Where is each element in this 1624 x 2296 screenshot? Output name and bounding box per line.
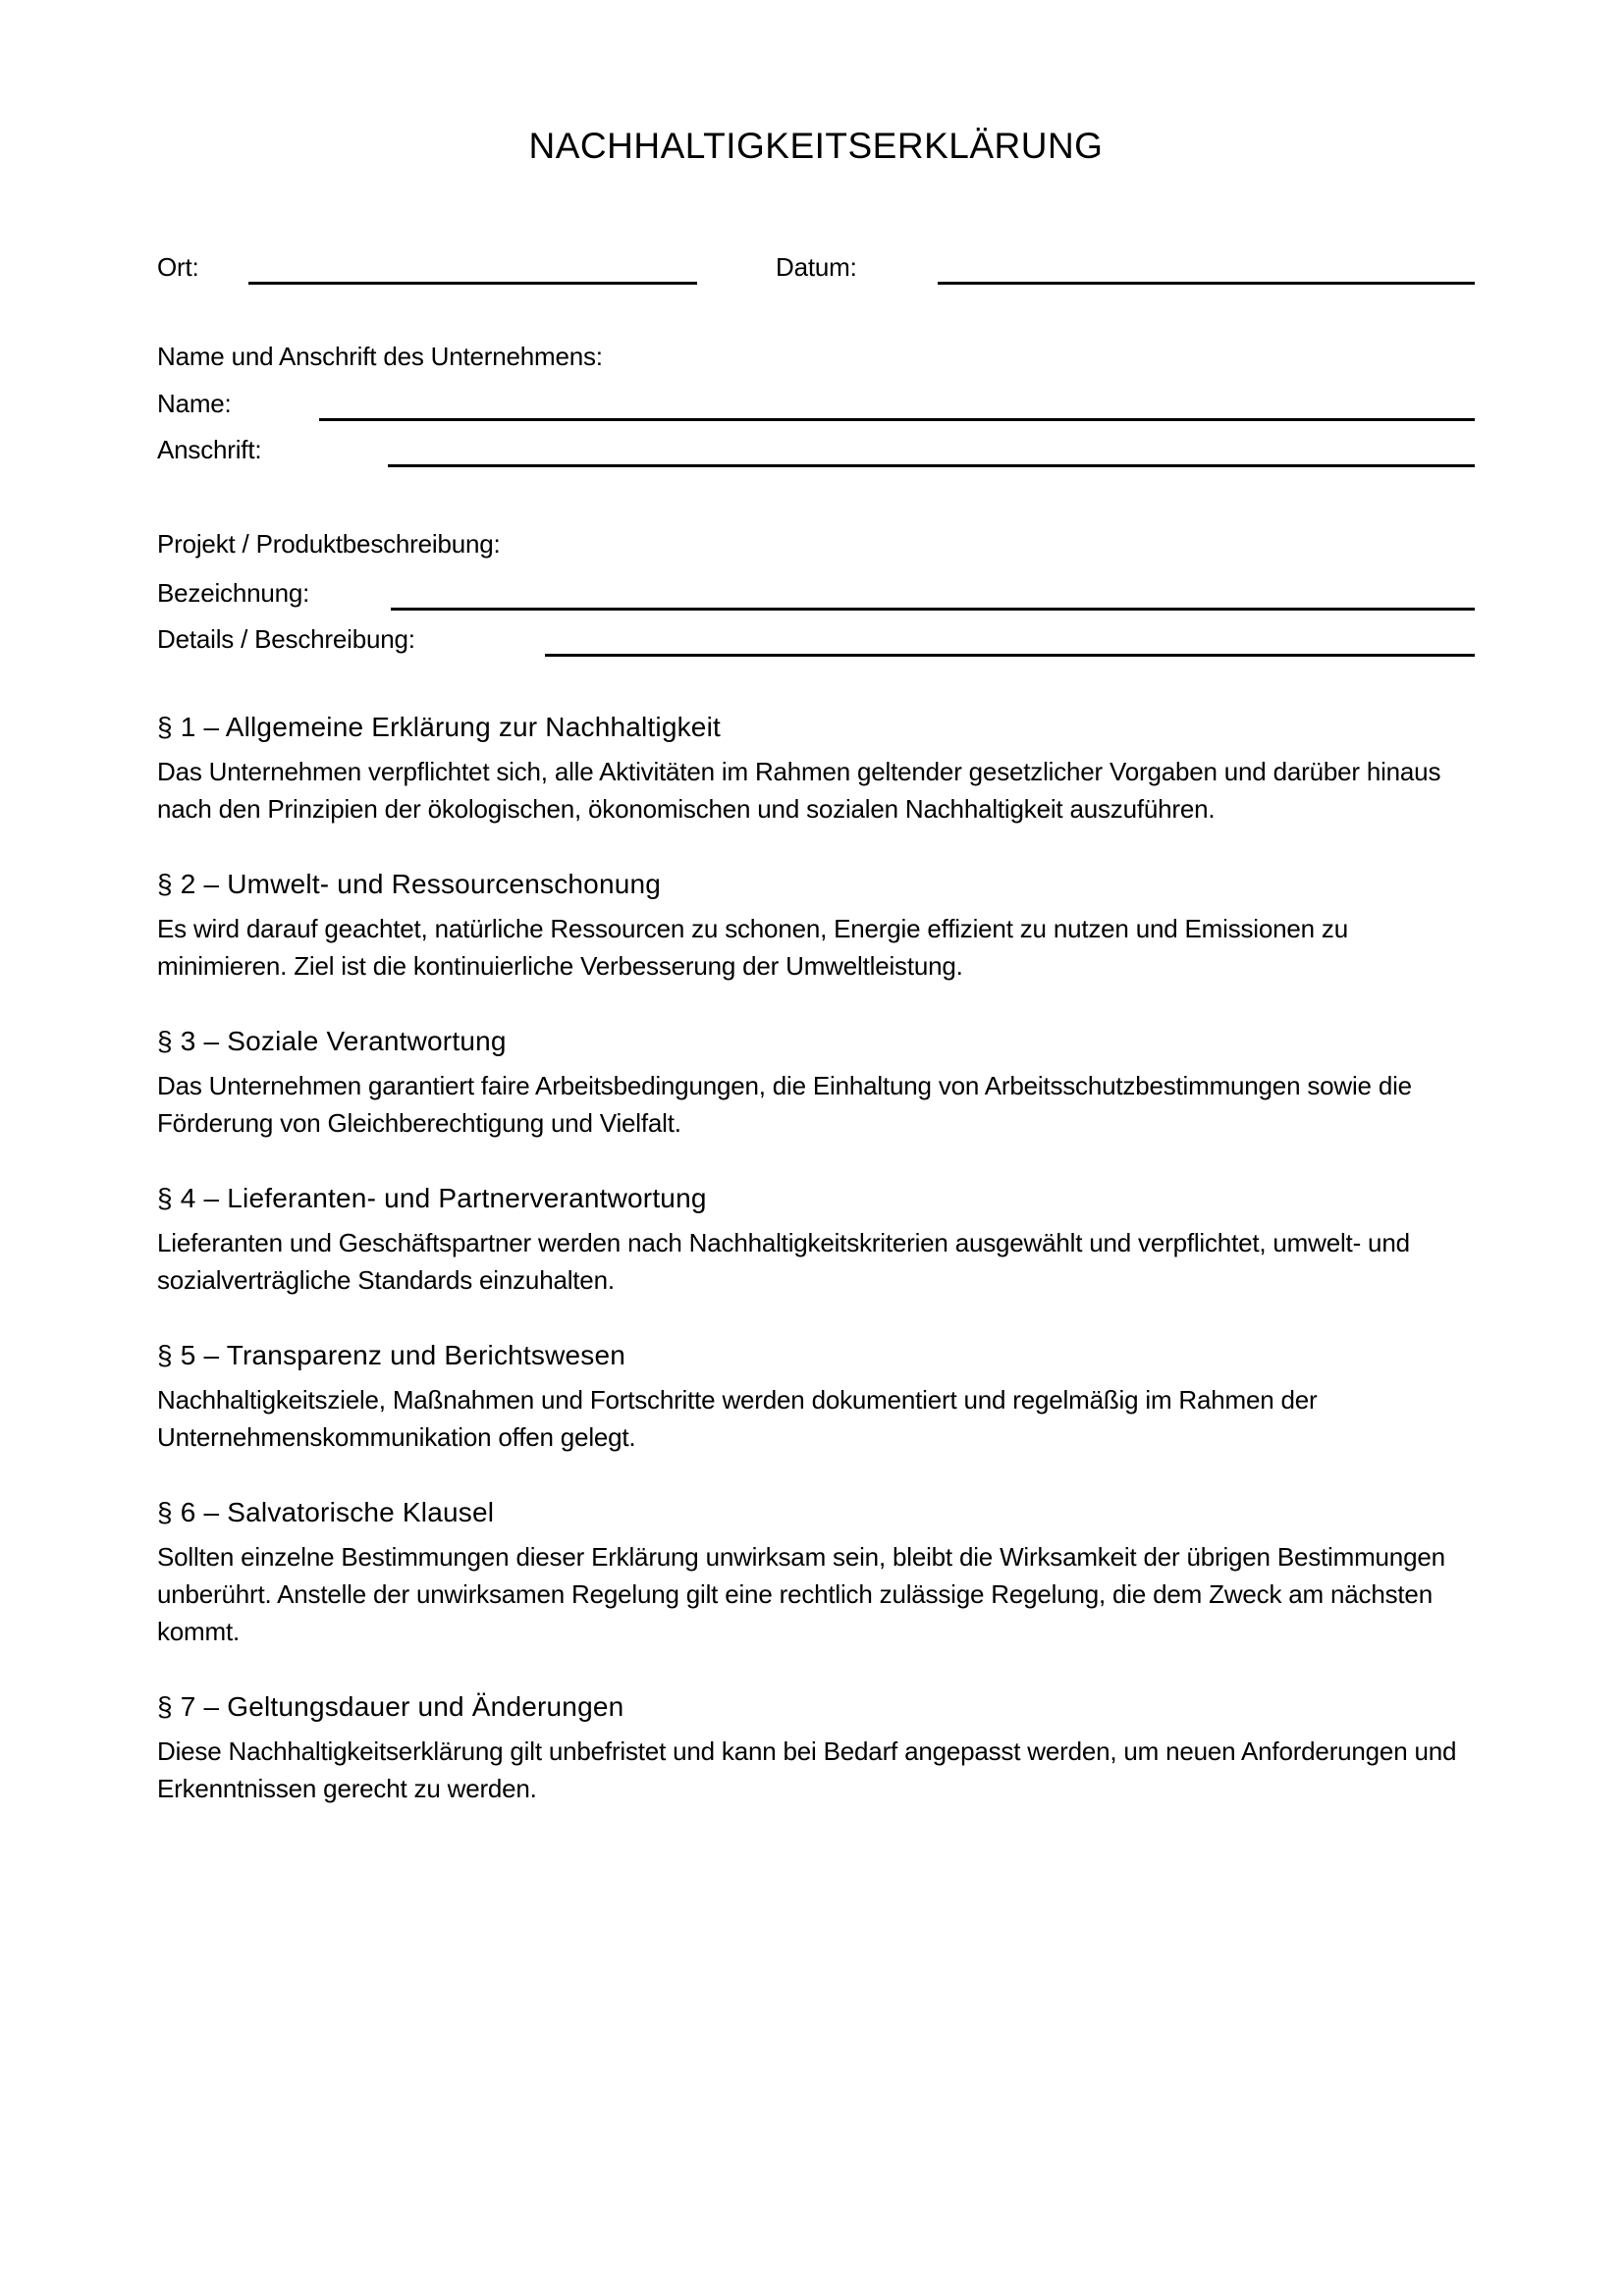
clause-section-2 [157, 866, 1475, 985]
clause-4-body: Lieferanten und Geschäftspartner werden nach Nachhaltigkeitskriterien ausgewählt und verpflichtet, umwelt- und sozialverträgliche Standards einzuhalten. [157, 1228, 1410, 1295]
clause-7-heading: § 7 – Geltungsdauer und Änderungen [157, 1691, 624, 1722]
clause-4-heading: § 4 – Lieferanten- und Partnerverantwortung [157, 1183, 707, 1213]
datum-label: Datum: [776, 252, 857, 282]
clause-6-heading: § 6 – Salvatorische Klausel [157, 1497, 495, 1527]
clause-section-6 [157, 1494, 1475, 1650]
clause-section-4 [157, 1180, 1475, 1299]
bezeichnung-row [157, 578, 1475, 611]
details-row [157, 624, 1475, 657]
name-label: Name: [157, 389, 232, 418]
clause-2-heading: § 2 – Umwelt- und Ressourcenschonung [157, 869, 662, 899]
anschrift-input-line[interactable] [388, 435, 1475, 467]
anschrift-label: Anschrift: [157, 435, 262, 464]
clause-section-3 [157, 1023, 1475, 1142]
name-row [157, 389, 1475, 421]
bezeichnung-label: Bezeichnung: [157, 578, 310, 608]
clauses-container [157, 709, 1475, 1807]
clause-6-body: Sollten einzelne Bestimmungen dieser Erklärung unwirksam sein, bleibt die Wirksamkeit der übrigen Bestimmungen unberührt. Anstelle der unwirksamen Regelung gilt eine rechtlich zulässige Regelung, die dem Zweck am nächsten kommt. [157, 1542, 1445, 1646]
anschrift-row [157, 435, 1475, 467]
bezeichnung-input-line[interactable] [391, 578, 1475, 611]
name-input-line[interactable] [319, 389, 1475, 421]
clause-section-5 [157, 1337, 1475, 1456]
details-input-line[interactable] [545, 624, 1475, 657]
clause-5-body: Nachhaltigkeitsziele, Maßnahmen und Fortschritte werden dokumentiert und regelmäßig im Rahmen der Unternehmenskommunikation offen gelegt. [157, 1385, 1318, 1452]
details-label: Details / Beschreibung: [157, 624, 415, 654]
clause-1-body: Das Unternehmen verpflichtet sich, alle Aktivitäten im Rahmen geltender gesetzlicher Vorgaben und darüber hinaus nach den Prinzipien der ökologischen, ökonomischen und sozialen Nachhaltigkeit auszuführen. [157, 757, 1441, 824]
ort-input-line[interactable] [248, 252, 697, 285]
clause-7-body: Diese Nachhaltigkeitserklärung gilt unbefristet und kann bei Bedarf angepasst werden, um neuen Anforderungen und Erkenntnissen gerecht zu werden. [157, 1736, 1457, 1803]
clause-3-body: Das Unternehmen garantiert faire Arbeitsbedingungen, die Einhaltung von Arbeitsschutzbestimmungen sowie die Förderung von Gleichberechtigung und Vielfalt. [157, 1071, 1412, 1138]
ort-datum-row [157, 252, 1475, 285]
clause-3-heading: § 3 – Soziale Verantwortung [157, 1026, 507, 1056]
clause-5-heading: § 5 – Transparenz und Berichtswesen [157, 1340, 626, 1370]
clause-2-body: Es wird darauf geachtet, natürliche Ressourcen zu schonen, Energie effizient zu nutzen und Emissionen zu minimieren. Ziel ist die kontinuierliche Verbesserung der Umweltleistung. [157, 914, 1348, 981]
clause-section-1 [157, 709, 1475, 828]
datum-input-line[interactable] [938, 252, 1475, 285]
ort-label: Ort: [157, 252, 199, 282]
document-title: NACHHALTIGKEITSERKLÄRUNG [528, 126, 1104, 166]
project-section-heading: Projekt / Produktbeschreibung: [157, 529, 501, 559]
clause-1-heading: § 1 – Allgemeine Erklärung zur Nachhaltigkeit [157, 712, 721, 742]
clause-section-7 [157, 1688, 1475, 1807]
company-section-heading: Name und Anschrift des Unternehmens: [157, 342, 603, 371]
